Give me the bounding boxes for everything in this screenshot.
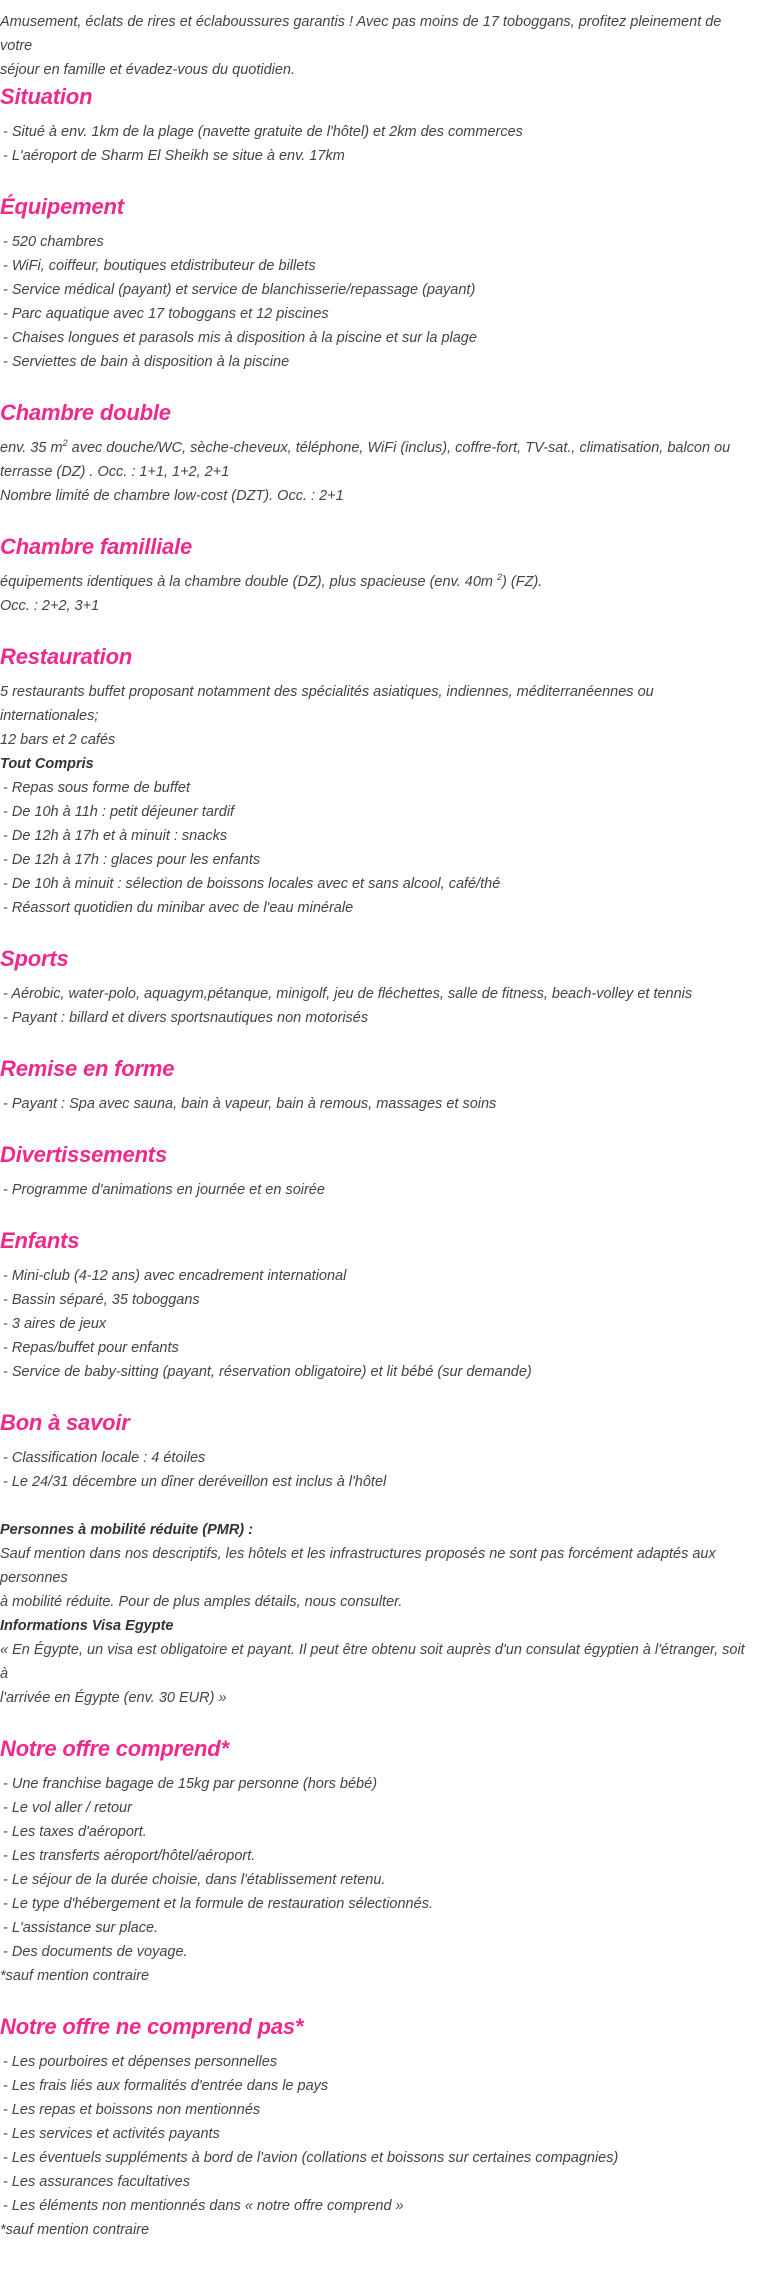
visa-text: l'arrivée en Égypte (env. 30 EUR) » [0,1690,227,1706]
pmr-title: Personnes à mobilité réduite (PMR) : [0,1522,253,1538]
footnote: *sauf mention contraire [0,2222,150,2238]
list-item: - Les assurances facultatives [3,2174,190,2190]
list-item: - Repas sous forme de buffet [3,780,190,796]
list-item: - Payant : billard et divers sportsnautiques non motorisés [3,1010,369,1026]
section-situation [0,82,754,168]
section-equipement [0,192,754,374]
list-item: - De 12h à 17h et à minuit : snacks [3,828,228,844]
footnote: *sauf mention contraire [0,1968,150,1984]
room-description-line: équipements identiques à la chambre double (DZ), plus spacieuse (env. 40m $^2$) (FZ). [0,572,543,590]
list-item: - Le 24/31 décembre un dîner deréveillon est inclus à l'hôtel [3,1474,387,1490]
list-item: - Classification locale : 4 étoiles [3,1450,206,1466]
intro-text [0,10,754,82]
list-item: - Programme d'animations en journée et en soirée [3,1182,325,1198]
list-item: - 520 chambres [3,234,104,250]
list-item: - Bassin séparé, 35 toboggans [3,1292,200,1308]
intro-line: Amusement, éclats de rires et éclaboussures garantis ! Avec pas moins de 17 toboggans, profitez pleinement de votre [0,14,722,54]
list-item: - Parc aquatique avec 17 toboggans et 12 piscines [3,306,329,322]
section-title: Enfants [0,1228,80,1253]
list-item: - Payant : Spa avec sauna, bain à vapeur, bain à remous, massages et soins [3,1096,497,1112]
list-item: - Réassort quotidien du minibar avec de l'eau minérale [3,900,354,916]
visa-text: « En Égypte, un visa est obligatoire et payant. Il peut être obtenu soit auprès d'un consulat égyptien à l'étranger, soit à [0,1642,745,1682]
section-bon-a-savoir [0,1408,754,1710]
list-item: - Les éventuels suppléments à bord de l'avion (collations et boissons sur certaines compagnies) [3,2150,619,2166]
section-title: Chambre familliale [0,534,193,559]
section-restauration [0,642,754,920]
section-title: Remise en forme [0,1056,175,1081]
list-item: - WiFi, coiffeur, boutiques etdistributeur de billets [3,258,316,274]
list-item: - L'aéroport de Sharm El Sheikh se situe à env. 17km [3,148,345,164]
list-item: - Serviettes de bain à disposition à la piscine [3,354,290,370]
list-item: - Les transferts aéroport/hôtel/aéroport. [3,1848,256,1864]
section-remise-en-forme [0,1054,754,1116]
list-item: - Mini-club (4-12 ans) avec encadrement international [3,1268,347,1284]
restaurant-description: 12 bars et 2 cafés [0,732,116,748]
section-title: Sports [0,946,69,971]
list-item: - Repas/buffet pour enfants [3,1340,179,1356]
list-item: - De 10h à minuit : sélection de boissons locales avec et sans alcool, café/thé [3,876,501,892]
section-chambre-familiale [0,532,754,618]
section-subtitle: Tout Compris [0,756,94,772]
list-item: - Les taxes d'aéroport. [3,1824,147,1840]
list-item: - Les repas et boissons non mentionnés [3,2102,261,2118]
list-item: - Les frais liés aux formalités d'entrée dans le pays [3,2078,329,2094]
section-enfants [0,1226,754,1384]
list-item: - L'assistance sur place. [3,1920,159,1936]
section-divertissements [0,1140,754,1202]
section-title: Restauration [0,644,133,669]
pmr-text: Sauf mention dans nos descriptifs, les hôtels et les infrastructures proposés ne sont pas forcément adaptés aux personnes [0,1546,716,1586]
list-item: - Des documents de voyage. [3,1944,188,1960]
restaurant-description: 5 restaurants buffet proposant notamment des spécialités asiatiques, indiennes, méditerranéennes ou internationales; [0,684,654,724]
section-offre-comprend [0,1734,754,1988]
list-item: - Service médical (payant) et service de blanchisserie/repassage (payant) [3,282,476,298]
room-description-line: terrasse (DZ) . Occ. : 1+1, 1+2, 2+1 [0,464,230,480]
visa-title: Informations Visa Egypte [0,1618,174,1634]
list-item: - Les éléments non mentionnés dans « notre offre comprend » [3,2198,404,2214]
list-item: - 3 aires de jeux [3,1316,107,1332]
section-title: Notre offre comprend* [0,1736,229,1761]
list-item: - Les services et activités payants [3,2126,220,2142]
room-description-line: Occ. : 2+2, 3+1 [0,598,100,614]
pmr-text: à mobilité réduite. Pour de plus amples détails, nous consulter. [0,1594,403,1610]
section-chambre-double [0,398,754,508]
list-item: - De 12h à 17h : glaces pour les enfants [3,852,261,868]
list-item: - Service de baby-sitting (payant, réservation obligatoire) et lit bébé (sur demande) [3,1364,532,1380]
section-title: Notre offre ne comprend pas* [0,2014,304,2039]
room-description-line: Nombre limité de chambre low-cost (DZT). Occ. : 2+1 [0,488,344,504]
room-description-line: env. 35 $m^2$ avec douche/WC, sèche-cheveux, téléphone, WiFi (inclus), coffre-fort, TV-sat., climatisation, balcon ou [0,438,731,456]
section-title: Situation [0,84,93,109]
section-sports [0,944,754,1030]
intro-line: séjour en famille et évadez-vous du quotidien. [0,62,296,78]
section-title: Chambre double [0,400,171,425]
list-item: - Le vol aller / retour [3,1800,132,1816]
list-item: - De 10h à 11h : petit déjeuner tardif [3,804,235,820]
section-title: Équipement [0,194,124,219]
list-item: - Une franchise bagage de 15kg par personne (hors bébé) [3,1776,378,1792]
section-title: Bon à savoir [0,1410,130,1435]
list-item: - Aérobic, water-polo, aquagym,pétanque, minigolf, jeu de fléchettes, salle de fitness, beach-volley et tennis [3,986,693,1002]
list-item: - Chaises longues et parasols mis à disposition à la piscine et sur la plage [3,330,477,346]
list-item: - Le séjour de la durée choisie, dans l'établissement retenu. [3,1872,386,1888]
list-item: - Les pourboires et dépenses personnelles [3,2054,278,2070]
section-title: Divertissements [0,1142,167,1167]
section-offre-ne-comprend-pas [0,2012,754,2242]
list-item: - Le type d'hébergement et la formule de restauration sélectionnés. [3,1896,433,1912]
list-item: - Situé à env. 1km de la plage (navette gratuite de l'hôtel) et 2km des commerces [3,124,523,140]
